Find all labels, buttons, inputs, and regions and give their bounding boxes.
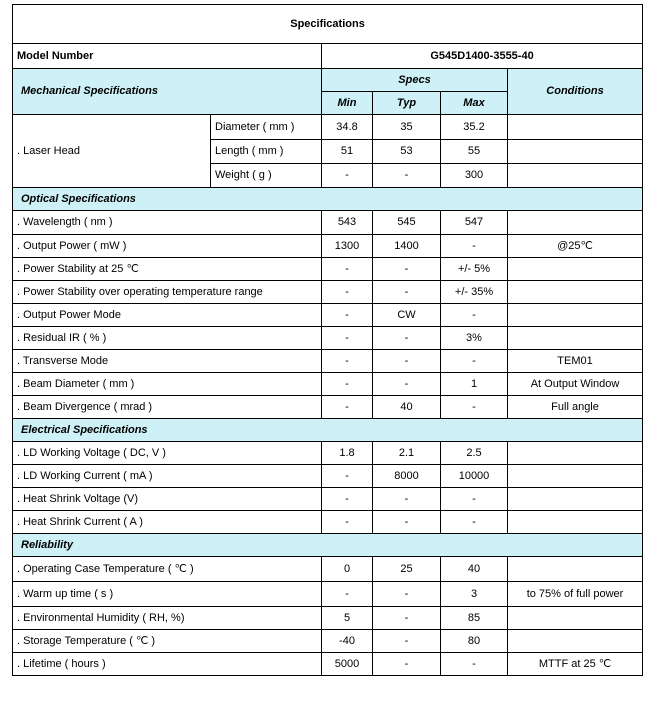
min-cell: 543 — [322, 211, 373, 235]
param-cell: . Residual IR ( % ) — [13, 327, 322, 350]
max-cell: 547 — [441, 211, 508, 235]
conditions-cell: Full angle — [508, 396, 643, 419]
electrical-specifications-header: Electrical Specifications — [13, 419, 643, 442]
conditions-cell: MTTF at 25 ℃ — [508, 653, 643, 676]
max-cell: +/- 35% — [441, 281, 508, 304]
table-row — [13, 373, 643, 396]
typ-cell: - — [373, 511, 441, 534]
table-row — [13, 607, 643, 630]
table-row — [13, 488, 643, 511]
conditions-cell — [508, 304, 643, 327]
typ-cell: - — [373, 281, 441, 304]
conditions-cell: At Output Window — [508, 373, 643, 396]
conditions-header: Conditions — [508, 69, 643, 115]
max-cell: - — [441, 511, 508, 534]
min-cell: 1300 — [322, 235, 373, 258]
max-cell: - — [441, 653, 508, 676]
typ-cell: - — [373, 258, 441, 281]
conditions-cell — [508, 630, 643, 653]
max-cell: - — [441, 488, 508, 511]
typ-cell: - — [373, 350, 441, 373]
min-cell: - — [322, 582, 373, 607]
table-row — [13, 258, 643, 281]
param-cell: Diameter ( mm ) — [211, 115, 322, 140]
param-cell: Weight ( g ) — [211, 164, 322, 188]
min-cell: - — [322, 327, 373, 350]
table-row — [13, 465, 643, 488]
param-cell: . Storage Temperature ( ℃ ) — [13, 630, 322, 653]
min-cell: 5 — [322, 607, 373, 630]
max-cell: 40 — [441, 557, 508, 582]
param-cell: . Beam Divergence ( mrad ) — [13, 396, 322, 419]
table-row — [13, 115, 643, 140]
specs-header: Specs — [322, 69, 508, 92]
param-cell: . Heat Shrink Voltage (V) — [13, 488, 322, 511]
min-cell: 34.8 — [322, 115, 373, 140]
max-cell: 55 — [441, 140, 508, 164]
conditions-cell: to 75% of full power — [508, 582, 643, 607]
param-cell: . LD Working Voltage ( DC, V ) — [13, 442, 322, 465]
max-cell: 1 — [441, 373, 508, 396]
param-cell: . Output Power ( mW ) — [13, 235, 322, 258]
max-cell: - — [441, 396, 508, 419]
table-row — [13, 582, 643, 607]
min-cell: - — [322, 350, 373, 373]
conditions-cell — [508, 140, 643, 164]
table-row — [13, 511, 643, 534]
min-cell: - — [322, 373, 373, 396]
conditions-cell — [508, 211, 643, 235]
conditions-cell — [508, 511, 643, 534]
min-cell: - — [322, 511, 373, 534]
conditions-cell — [508, 488, 643, 511]
table-row — [13, 630, 643, 653]
param-cell: . Heat Shrink Current ( A ) — [13, 511, 322, 534]
typ-cell: - — [373, 488, 441, 511]
mechanical-specifications-header: Mechanical Specifications — [13, 69, 322, 115]
max-cell: +/- 5% — [441, 258, 508, 281]
typ-cell: 53 — [373, 140, 441, 164]
min-cell: 51 — [322, 140, 373, 164]
max-cell: 35.2 — [441, 115, 508, 140]
max-cell: 80 — [441, 630, 508, 653]
typ-cell: - — [373, 630, 441, 653]
table-row — [13, 327, 643, 350]
conditions-cell: TEM01 — [508, 350, 643, 373]
conditions-cell — [508, 164, 643, 188]
min-cell: - — [322, 258, 373, 281]
table-row — [13, 653, 643, 676]
max-cell: 10000 — [441, 465, 508, 488]
laser-head-label: . Laser Head — [13, 115, 211, 188]
typ-cell: 25 — [373, 557, 441, 582]
typ-header: Typ — [373, 92, 441, 115]
max-cell: - — [441, 304, 508, 327]
conditions-cell — [508, 327, 643, 350]
table-row — [13, 350, 643, 373]
optical-specifications-header: Optical Specifications — [13, 188, 643, 211]
conditions-cell — [508, 607, 643, 630]
param-cell: . Operating Case Temperature ( ℃ ) — [13, 557, 322, 582]
min-cell: - — [322, 488, 373, 511]
max-cell: 3% — [441, 327, 508, 350]
param-cell: . Lifetime ( hours ) — [13, 653, 322, 676]
min-cell: 0 — [322, 557, 373, 582]
param-cell: . Warm up time ( s ) — [13, 582, 322, 607]
min-cell: - — [322, 281, 373, 304]
conditions-cell — [508, 442, 643, 465]
specifications-table — [12, 4, 643, 676]
typ-cell: 35 — [373, 115, 441, 140]
typ-cell: CW — [373, 304, 441, 327]
param-cell: . LD Working Current ( mA ) — [13, 465, 322, 488]
min-header: Min — [322, 92, 373, 115]
typ-cell: 8000 — [373, 465, 441, 488]
max-cell: 2.5 — [441, 442, 508, 465]
table-row — [13, 235, 643, 258]
model-number-value: G545D1400-3555-40 — [322, 44, 643, 69]
param-cell: Length ( mm ) — [211, 140, 322, 164]
max-cell: 300 — [441, 164, 508, 188]
min-cell: 1.8 — [322, 442, 373, 465]
param-cell: . Wavelength ( nm ) — [13, 211, 322, 235]
min-cell: - — [322, 465, 373, 488]
max-cell: 3 — [441, 582, 508, 607]
min-cell: - — [322, 396, 373, 419]
typ-cell: - — [373, 164, 441, 188]
conditions-cell — [508, 281, 643, 304]
table-row — [13, 396, 643, 419]
conditions-cell — [508, 115, 643, 140]
table-row — [13, 304, 643, 327]
param-cell: . Environmental Humidity ( RH, %) — [13, 607, 322, 630]
max-header: Max — [441, 92, 508, 115]
typ-cell: 2.1 — [373, 442, 441, 465]
typ-cell: - — [373, 327, 441, 350]
reliability-header: Reliability — [13, 534, 643, 557]
param-cell: . Power Stability over operating temperature range — [13, 281, 322, 304]
typ-cell: 545 — [373, 211, 441, 235]
max-cell: - — [441, 235, 508, 258]
typ-cell: - — [373, 582, 441, 607]
min-cell: -40 — [322, 630, 373, 653]
typ-cell: 40 — [373, 396, 441, 419]
typ-cell: 1400 — [373, 235, 441, 258]
typ-cell: - — [373, 373, 441, 396]
min-cell: - — [322, 164, 373, 188]
conditions-cell: @25℃ — [508, 235, 643, 258]
max-cell: 85 — [441, 607, 508, 630]
typ-cell: - — [373, 607, 441, 630]
max-cell: - — [441, 350, 508, 373]
param-cell: . Output Power Mode — [13, 304, 322, 327]
param-cell: . Beam Diameter ( mm ) — [13, 373, 322, 396]
param-cell: . Transverse Mode — [13, 350, 322, 373]
min-cell: 5000 — [322, 653, 373, 676]
conditions-cell — [508, 258, 643, 281]
conditions-cell — [508, 465, 643, 488]
conditions-cell — [508, 557, 643, 582]
min-cell: - — [322, 304, 373, 327]
table-row — [13, 281, 643, 304]
table-row — [13, 211, 643, 235]
table-row — [13, 557, 643, 582]
model-number-label: Model Number — [13, 44, 322, 69]
param-cell: . Power Stability at 25 ℃ — [13, 258, 322, 281]
table-row — [13, 442, 643, 465]
page-title: Specifications — [13, 5, 643, 44]
typ-cell: - — [373, 653, 441, 676]
